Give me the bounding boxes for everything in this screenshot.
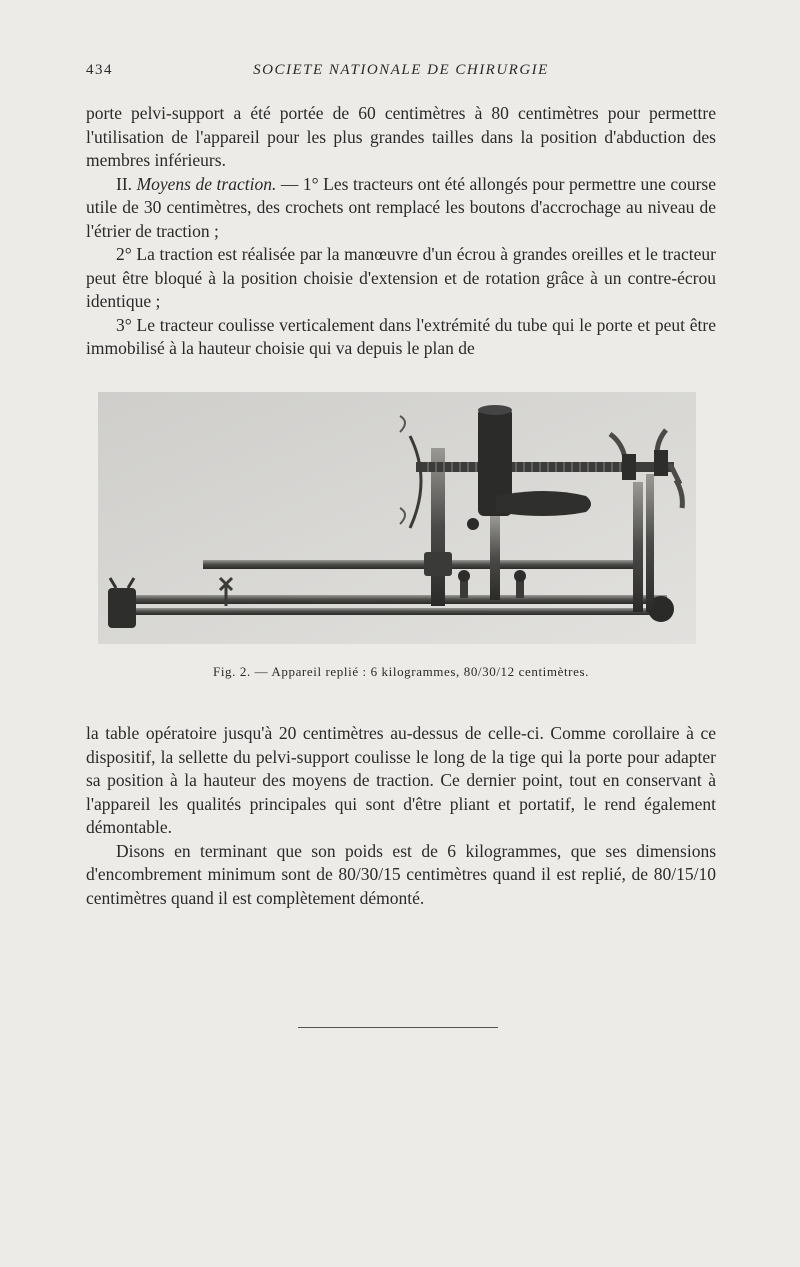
figure-caption: Fig. 2. — Appareil replié : 6 kilogrammes, 80/30/12 centimètres. [213,664,589,679]
journal-title: SOCIETE NATIONALE DE CHIRURGIE [253,62,549,78]
section-number: II. [116,173,137,194]
folded-apparatus-illustration [98,392,696,644]
body-text-top [86,102,716,361]
paragraph-pelvi-support: porte pelvi-support a été portée de 60 centimètres à 80 centimètres pour permettre l'utilisation de l'appareil pour les plus grandes tailles dans la position d'abduction des membres inférieurs. [86,103,716,170]
page-number: 434 [86,62,113,78]
paragraph-tractor-slide: 3° Le tracteur coulisse verticalement dans l'extrémité du tube qui le porte et peut être immobilisé à la hauteur choisie qui va depuis le plan de [86,314,716,358]
apparatus-photograph [98,392,696,644]
paragraph-conclusion: Disons en terminant que son poids est de 6 kilogrammes, que ses dimensions d'encombrement minimum sont de 80/30/15 centimètres quand il est replié, de 80/15/10 centimètres quand il est complètement démonté. [86,840,716,908]
running-head [86,62,716,84]
end-rule [298,1027,498,1028]
section-text: — 1° Les tracteurs ont été allongés pour permettre une course utile de 30 centimètres, des crochets ont remplacé les boutons d'accrochage au niveau de l'étrier de traction ; [86,173,716,241]
body-text-bottom [86,722,716,910]
paragraph-traction-means [86,173,716,244]
section-title: Moyens de traction. [136,173,277,194]
paragraph-traction-nut: 2° La traction est réalisée par la manœuvre d'un écrou à grandes oreilles et le tracteur peut être bloqué à la position choisie d'extension et de rotation grâce à un contre-écrou identique ; [86,244,716,311]
paragraph-table-height: la table opératoire jusqu'à 20 centimètres au-dessus de celle-ci. Comme corollaire à ce dispositif, la sellette du pelvi-support coulisse le long de la tige qui la porte pour adapter sa position à la hauteur des moyens de traction. Ce dernier point, tout en conservant à l'appareil les qualités principales qui sont d'être pliant et portatif, le rend également démontable. [86,723,716,837]
